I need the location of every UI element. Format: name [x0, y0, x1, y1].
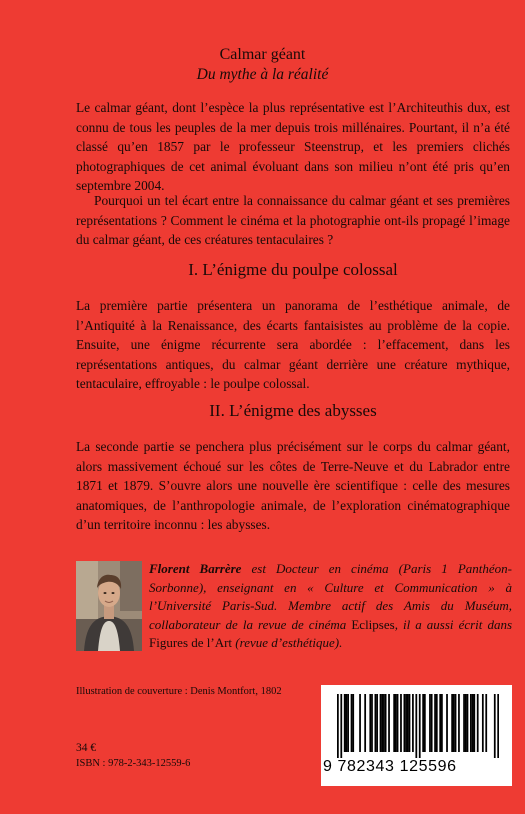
barcode-bar [441, 694, 443, 752]
barcode-bar [458, 694, 460, 752]
barcode-bar [400, 694, 402, 752]
barcode-bar [422, 694, 424, 752]
barcode-bar [424, 694, 426, 752]
barcode-digits: 9 782343 125596 [323, 758, 457, 775]
intro-paragraph-1: Le calmar géant, dont l’espèce la plus représentative est l’Architeuthis dux, est connu de tous les peuples de la mer depuis trois millénaires. Pourtant, il n’a été classé qu’en 1857 par le professeur Steenstrup, et les premiers clichés photographiques de cet animal évoluant dans son milieu n’ont été pris qu’en septembre 2004. [76, 100, 510, 194]
barcode-bar [465, 694, 467, 752]
barcode-bar [467, 694, 469, 752]
author-bio-part-1: est Docteur en cinéma (Paris 1 Panthéon-Sorbonne), enseignant en « Culture et Communication » à l’Université Paris-Sud. Membre actif des Amis du Muséum, collaborateur de la revue de cinéma [149, 561, 512, 632]
barcode-bar [419, 694, 421, 758]
barcode-bar [431, 694, 433, 752]
barcode [321, 685, 512, 786]
barcode-bar [453, 694, 455, 752]
isbn: ISBN : 978-2-343-12559-6 [76, 758, 191, 769]
barcode-bar [375, 694, 377, 752]
author-journal: Eclipses [351, 616, 395, 632]
barcode-bar [351, 694, 353, 752]
barcode-bar [497, 694, 499, 758]
barcode-bar [405, 694, 407, 752]
barcode-bar [393, 694, 395, 752]
barcode-bar [412, 694, 414, 752]
section-1-heading: I. L’énigme du poulpe colossal [188, 260, 398, 279]
barcode-bar [436, 694, 438, 752]
barcode-bar [352, 694, 354, 752]
author-bio-part-3: (revue d’esthétique). [232, 635, 343, 651]
barcode-bar [340, 694, 342, 758]
barcode-bar [429, 694, 431, 752]
barcode-bar [344, 694, 346, 752]
barcode-bar [446, 694, 448, 752]
cover-illustration-credit: Illustration de couverture : Denis Montfort, 1802 [76, 686, 282, 697]
intro-paragraph-2 [76, 191, 510, 250]
barcode-bar [415, 694, 417, 758]
barcode-bar [472, 694, 474, 752]
barcode-bar [371, 694, 373, 752]
barcode-bar [482, 694, 484, 752]
barcode-bar [383, 694, 385, 752]
section-1-text: La première partie présentera un panorama de l’esthétique animale, de l’Antiquité à la Renaissance, des écarts fantaisistes au problème de la copie. Ensuite, une énigme récurrente sera abordée : l’effacement, dans les représentations antiques, du calmar géant derrière une créature mythique, tentaculaire, effroyable : le poulpe colossal. [76, 298, 510, 392]
barcode-bar [395, 694, 397, 752]
barcode-bar [463, 694, 465, 752]
barcode-bar [439, 694, 441, 752]
barcode-bar [494, 694, 496, 758]
author-bio-part-2: , il a aussi écrit dans [394, 616, 513, 632]
barcode-bar [485, 694, 487, 752]
barcode-bar [404, 694, 406, 752]
barcode-bars [337, 694, 499, 758]
barcode-bar [347, 694, 349, 752]
price: 34 € [76, 742, 97, 754]
barcode-bar [407, 694, 409, 752]
intro-paragraph-2-text: Pourquoi un tel écart entre la connaissance du calmar géant et ses premières représentations ? Comment le cinéma et la photographie ont-ils propagé l’image du calmar géant, de ces créatures tentaculaires ? [76, 193, 510, 248]
barcode-bar [364, 694, 366, 752]
barcode-bar [376, 694, 378, 752]
barcode-bar [470, 694, 472, 752]
barcode-bar [455, 694, 457, 752]
barcode-bar [477, 694, 479, 752]
barcode-bar [451, 694, 453, 752]
author-bio [149, 560, 512, 653]
barcode-bar [359, 694, 361, 752]
barcode-bar [369, 694, 371, 752]
author-name: Florent Barrère [149, 561, 242, 576]
author-photo [76, 561, 142, 651]
barcode-bar [473, 694, 475, 752]
barcode-bar [381, 694, 383, 752]
barcode-bar [385, 694, 387, 752]
author-book: Figures de l’Art [149, 635, 233, 651]
barcode-bar [409, 694, 411, 752]
barcode-bar [337, 694, 339, 758]
book-subtitle: Du mythe à la réalité [196, 66, 329, 83]
book-title: Calmar géant [219, 46, 306, 63]
barcode-bar [346, 694, 348, 752]
barcode-bar [434, 694, 436, 752]
barcode-bar [397, 694, 399, 752]
barcode-bar [388, 694, 390, 752]
author-photo-image [76, 561, 142, 651]
section-2-heading: II. L’énigme des abysses [209, 401, 377, 420]
section-2-text: La seconde partie se penchera plus précisément sur le corps du calmar géant, alors massivement échoué sur les côtes de Terre-Neuve et du Labrador entre 1871 et 1879. S’ouvre alors une nouvelle ère scientifique : celle des mesures anatomiques, de l’anthropologie animale, de l’exploration cinématographique d’un territoire inconnu : les abysses. [76, 439, 510, 533]
barcode-bar [380, 694, 382, 752]
